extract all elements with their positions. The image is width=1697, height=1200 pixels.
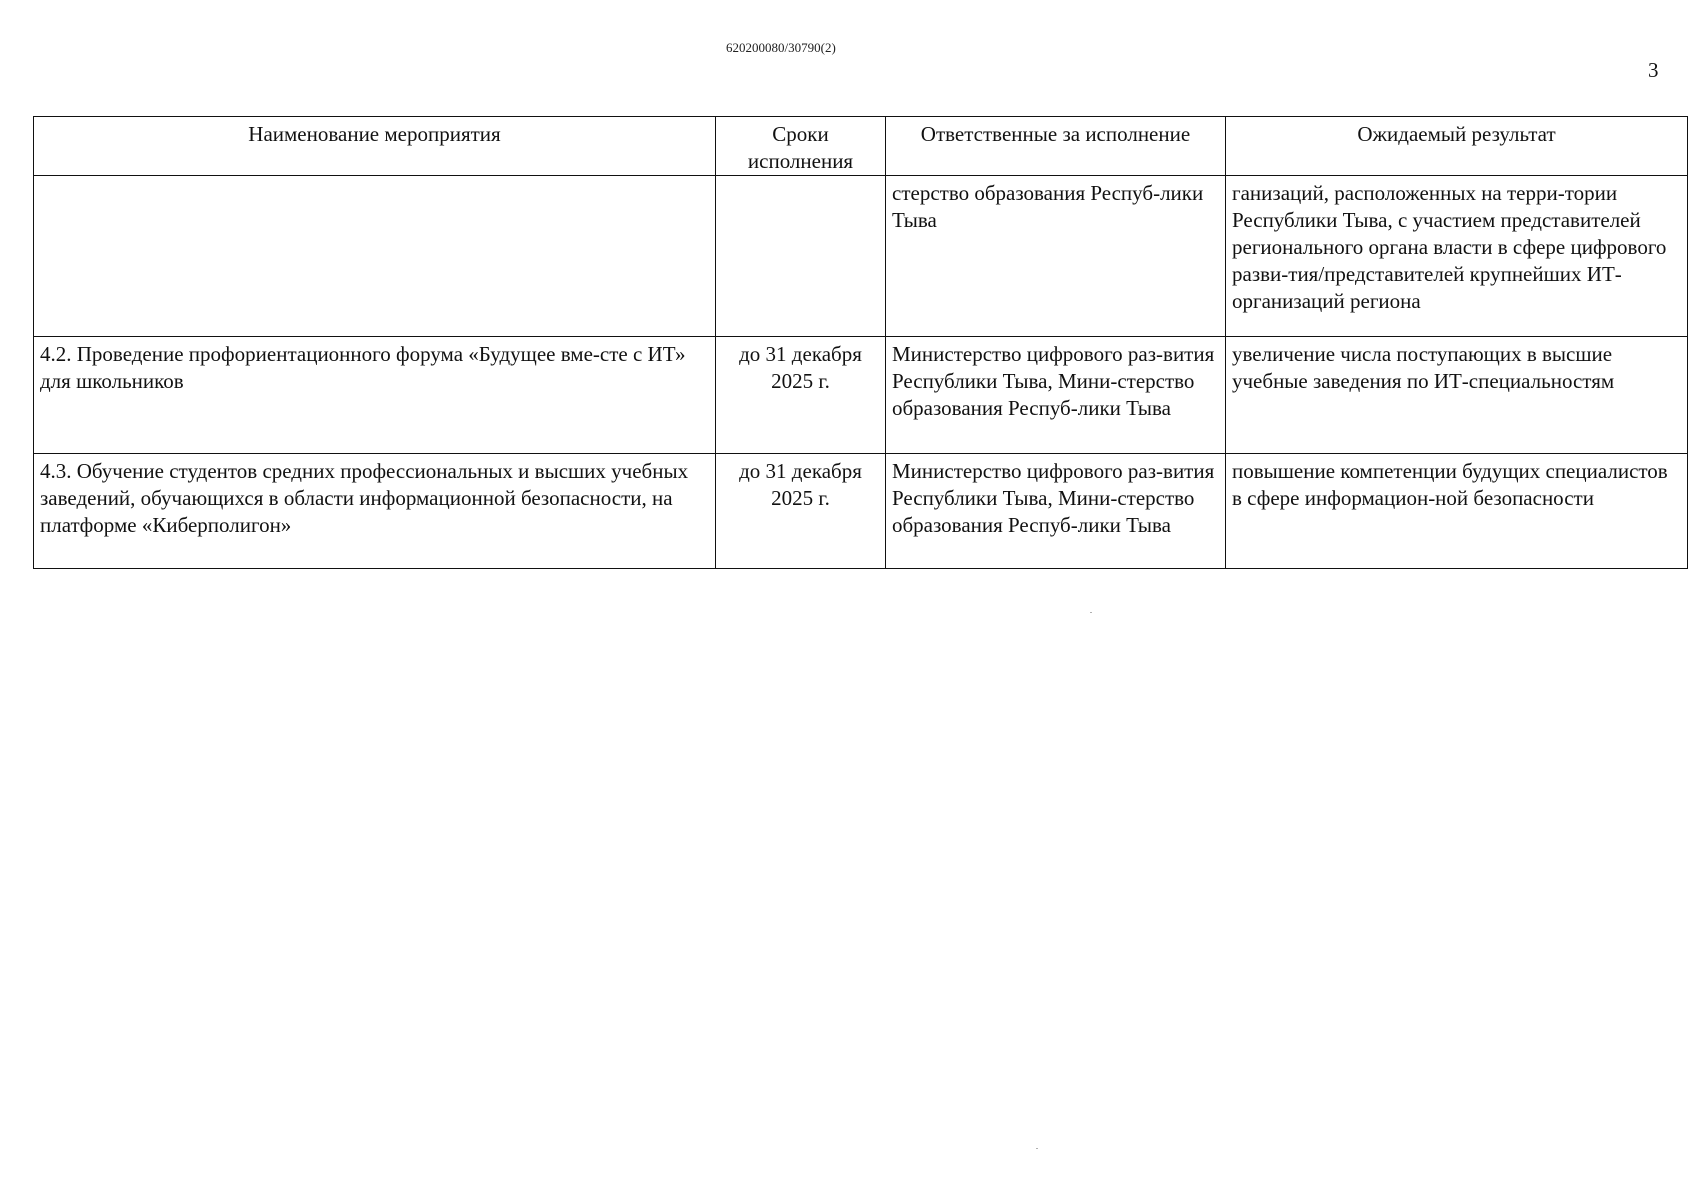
table-header-row: [34, 117, 1688, 176]
events-table: [33, 116, 1688, 569]
cell-term: до 31 декабря 2025 г.: [716, 454, 886, 569]
scan-speck: [1036, 1148, 1038, 1149]
cell-name: 4.3. Обучение студентов средних профессиональных и высших учебных заведений, обучающихся в области информационной безопасности, на платформе «Киберполигон»: [34, 454, 716, 569]
cell-result: ганизаций, расположенных на терри-тории Республики Тыва, с участием представителей регионального органа власти в сфере цифрового разви-тия/представителей крупнейших ИТ-организаций региона: [1226, 176, 1688, 337]
scan-speck: [1090, 612, 1092, 613]
cell-result: увеличение числа поступающих в высшие учебные заведения по ИТ-специальностям: [1226, 337, 1688, 454]
column-header-responsible: Ответственные за исполнение: [886, 117, 1226, 176]
column-header-name: Наименование мероприятия: [34, 117, 716, 176]
column-header-result: Ожидаемый результат: [1226, 117, 1688, 176]
cell-result: повышение компетенции будущих специалистов в сфере информацион-ной безопасности: [1226, 454, 1688, 569]
cell-name: [34, 176, 716, 337]
cell-responsible: Министерство цифрового раз-вития Республики Тыва, Мини-стерство образования Респуб-лики Тыва: [886, 337, 1226, 454]
column-header-term: Сроки исполнения: [716, 117, 886, 176]
table-row: [34, 454, 1688, 569]
cell-responsible: стерство образования Респуб-лики Тыва: [886, 176, 1226, 337]
document-id: 620200080/30790(2): [726, 40, 836, 55]
table-row: [34, 337, 1688, 454]
cell-term: до 31 декабря 2025 г.: [716, 337, 886, 454]
cell-name: 4.2. Проведение профориентационного форума «Будущее вме-сте с ИТ» для школьников: [34, 337, 716, 454]
cell-responsible: Министерство цифрового раз-вития Республики Тыва, Мини-стерство образования Респуб-лики Тыва: [886, 454, 1226, 569]
cell-term: [716, 176, 886, 337]
table-row: [34, 176, 1688, 337]
page-number: 3: [1648, 58, 1659, 82]
